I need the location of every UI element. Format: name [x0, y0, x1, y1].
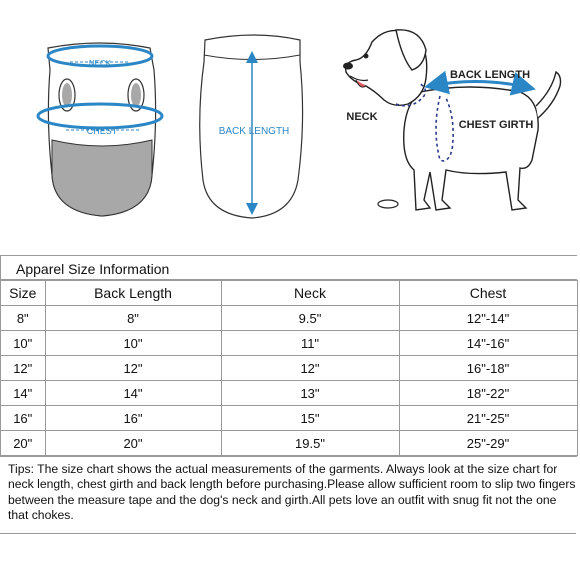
table-row [1, 356, 577, 381]
size-chart [0, 255, 577, 457]
cell-neck: 9.5" [221, 306, 399, 331]
cell-size: 8" [1, 306, 45, 331]
measurement-illustration [0, 0, 580, 255]
cell-size: 10" [1, 331, 45, 356]
size-table [1, 280, 578, 456]
table-row [1, 406, 577, 431]
cell-neck: 19.5" [221, 431, 399, 456]
dog-back-length-label: BACK LENGTH [449, 69, 531, 81]
cell-back-length: 16" [45, 406, 221, 431]
cell-size: 16" [1, 406, 45, 431]
cell-chest: 21"-25" [399, 406, 577, 431]
header-chest: Chest [399, 281, 577, 306]
header-size: Size [1, 281, 45, 306]
cell-chest: 16"-18" [399, 356, 577, 381]
chest-label: CHEST [86, 126, 118, 136]
cell-neck: 13" [221, 381, 399, 406]
table-row [1, 431, 577, 456]
cell-chest: 12"-14" [399, 306, 577, 331]
garment-back-drawing [200, 35, 303, 218]
cell-neck: 11" [221, 331, 399, 356]
divider [0, 533, 576, 534]
dog-drawing [343, 30, 561, 210]
cell-chest: 18"-22" [399, 381, 577, 406]
table-row [1, 331, 577, 356]
garment-front-drawing [38, 43, 162, 216]
cell-neck: 15" [221, 406, 399, 431]
sizing-tips: Tips: The size chart shows the actual measurements of the garments. Always look at the size chart for neck length, chest girth and back length before purchasing.Please allow sufficient room to slip two fingers between the measure tape and the dog's neck and girth.All pets love an outfit with snug fit not the one that chokes. [8, 462, 576, 522]
table-row [1, 306, 577, 331]
cell-size: 12" [1, 356, 45, 381]
cell-back-length: 12" [45, 356, 221, 381]
neck-label: NECK [88, 59, 112, 68]
header-neck: Neck [221, 281, 399, 306]
cell-size: 20" [1, 431, 45, 456]
cell-size: 14" [1, 381, 45, 406]
dog-neck-label: NECK [346, 111, 378, 123]
cell-back-length: 14" [45, 381, 221, 406]
cell-back-length: 10" [45, 331, 221, 356]
table-row [1, 381, 577, 406]
cell-back-length: 20" [45, 431, 221, 456]
cell-back-length: 8" [45, 306, 221, 331]
cell-chest: 14"-16" [399, 331, 577, 356]
header-back-length: Back Length [45, 281, 221, 306]
size-chart-title: Apparel Size Information [1, 256, 577, 280]
cell-neck: 12" [221, 356, 399, 381]
back-length-label: BACK LENGTH [218, 126, 290, 137]
cell-chest: 25"-29" [399, 431, 577, 456]
dog-chest-girth-label: CHEST GIRTH [458, 119, 534, 131]
table-header-row [1, 281, 577, 306]
